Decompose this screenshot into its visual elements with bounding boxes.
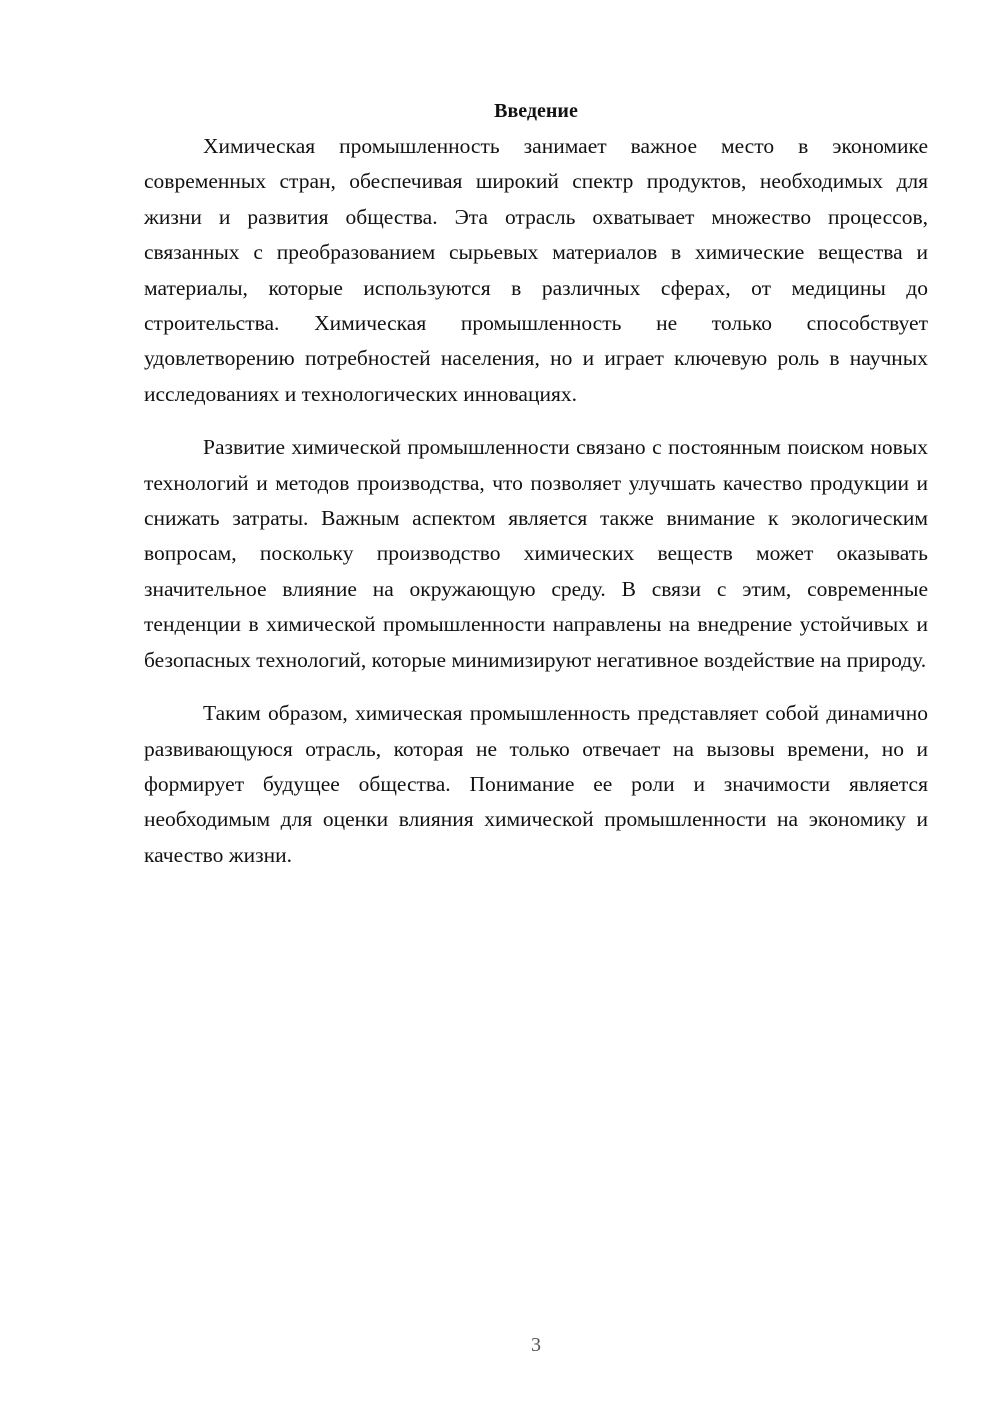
section-heading: Введение <box>494 100 578 122</box>
paragraph-2: Развитие химической промышленности связано с постоянным поиском новых технологий и методов производства, что позволяет улучшать качество продукции и снижать затраты. Важным аспектом является также внимание к экологическим вопросам, поскольку производство химических веществ может оказывать значительное влияние на окружающую среду. В связи с этим, современные тенденции в химической промышленности направлены на внедрение устойчивых и безопасных технологий, которые минимизируют негативное воздействие на природу. <box>144 435 928 672</box>
paragraph-1: Химическая промышленность занимает важное место в экономике современных стран, обеспечивая широкий спектр продуктов, необходимых для жизни и развития общества. Эта отрасль охватывает множество процессов, связанных с преобразованием сырьевых материалов в химические вещества и материалы, которые используются в различных сферах, от медицины до строительства. Химическая промышленность не только способствует удовлетворению потребностей населения, но и играет ключевую роль в научных исследованиях и технологических инновациях. <box>144 134 928 406</box>
page-content <box>144 94 928 891</box>
page-number: 3 <box>531 1334 541 1356</box>
paragraph-3: Таким образом, химическая промышленность представляет собой динамично развивающуюся отрасль, которая не только отвечает на вызовы времени, но и формирует будущее общества. Понимание ее роли и значимости является необходимым для оценки влияния химической промышленности на экономику и качество жизни. <box>144 701 928 867</box>
